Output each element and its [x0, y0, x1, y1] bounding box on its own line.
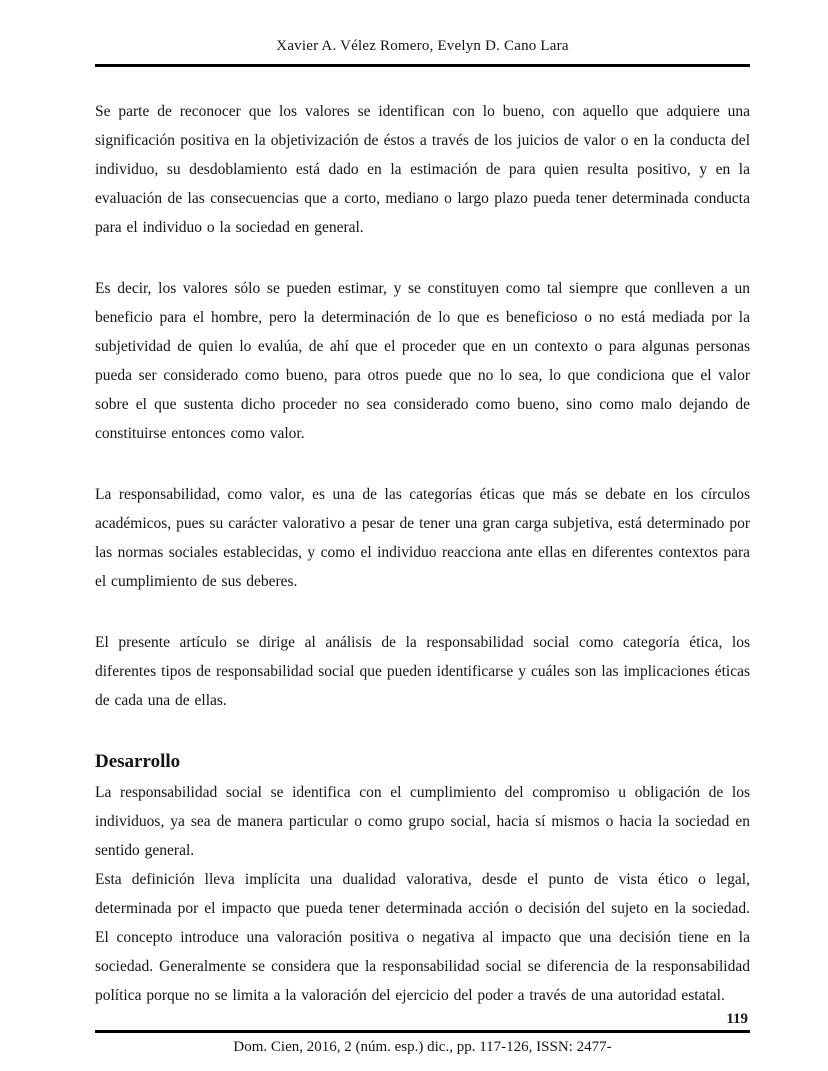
- footer-citation: Dom. Cien, 2016, 2 (núm. esp.) dic., pp. 117-126, ISSN: 2477-: [233, 1039, 612, 1055]
- paragraph: Es decir, los valores sólo se pueden estimar, y se constituyen como tal siempre que conlleven a un beneficio para el hombre, pero la determinación de lo que es beneficioso o no está mediada por la subjetividad de quien lo evalúa, de ahí que el proceder que en un contexto o para algunas personas pueda ser considerado como bueno, para otros puede que no lo sea, lo que condiciona que el valor sobre el que sustenta dicho proceder no sea considerado como bueno, sino como malo dejando de constituirse entonces como valor.: [95, 280, 750, 442]
- page-body: [95, 67, 750, 1010]
- paragraph: Esta definición lleva implícita una dualidad valorativa, desde el punto de vista ético o legal, determinada por el impacto que pueda tener determinada acción o decisión del sujeto en la sociedad. El concepto introduce una valoración positiva o negativa al impacto que una decisión tiene en la sociedad. Generalmente se considera que la responsabilidad social se diferencia de la responsabilidad política porque no se limita a la valoración del ejercicio del poder a través de una autoridad estatal.: [95, 871, 750, 1004]
- paragraph: El presente artículo se dirige al análisis de la responsabilidad social como categoría ética, los diferentes tipos de responsabilidad social que pueden identificarse y cuáles son las implicaciones éticas de cada una de ellas.: [95, 634, 750, 709]
- header-authors: Xavier A. Vélez Romero, Evelyn D. Cano Lara: [276, 38, 569, 54]
- paragraph: La responsabilidad social se identifica con el cumplimiento del compromiso u obligación de los individuos, ya sea de manera particular o como grupo social, hacia sí mismos o hacia la sociedad en sentido general.: [95, 784, 750, 859]
- paragraph: Se parte de reconocer que los valores se identifican con lo bueno, con aquello que adquiere una significación positiva en la objetivización de éstos a través de los juicios de valor o en la conducta del individuo, su desdoblamiento está dado en la estimación de para quien resulta positivo, y en la evaluación de las consecuencias que a corto, mediano o largo plazo pueda tener determinada conducta para el individuo o la sociedad en general.: [95, 103, 750, 236]
- page-number: 119: [726, 1011, 748, 1027]
- section-heading: Desarrollo: [95, 751, 181, 772]
- page-footer: [95, 1010, 750, 1056]
- page-header: [95, 38, 750, 67]
- paragraph: La responsabilidad, como valor, es una de las categorías éticas que más se debate en los círculos académicos, pues su carácter valorativo a pesar de tener una gran carga subjetiva, está determinado por las normas sociales establecidas, y como el individuo reacciona ante ellas en diferentes contextos para el cumplimiento de sus deberes.: [95, 486, 750, 590]
- footer-rule: [95, 1030, 750, 1033]
